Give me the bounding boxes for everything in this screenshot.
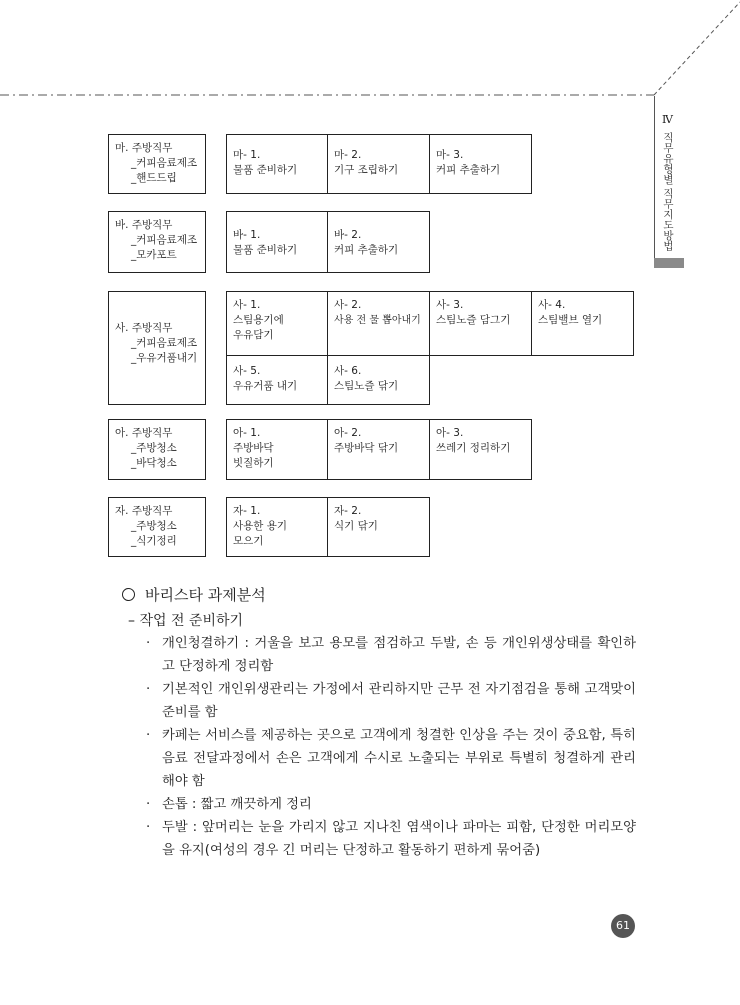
task-text: 스팀노즐 담그기 (436, 314, 511, 326)
task-text: 커피 추출하기 (334, 244, 399, 256)
task-text: 우유거품 내기 (233, 380, 298, 392)
task-code: 사- 3. (436, 299, 464, 311)
category-sub2: _우유거품내기 (131, 352, 198, 364)
section-heading-text: 바리스타 과제분석 (145, 586, 266, 604)
task-code: 바- 2. (334, 229, 362, 241)
bullet-text: 기본적인 개인위생관리는 가정에서 관리하지만 근무 전 자기점검을 통해 고객맞이 준비를 함 (162, 682, 636, 720)
task-text: 기구 조립하기 (334, 164, 399, 176)
side-tab-rule (654, 96, 655, 266)
task-box-sa-4 (531, 291, 634, 356)
task-code: 마- 1. (233, 149, 261, 161)
bullet-text: 개인청결하기 : 거울을 보고 용모를 점검하고 두발, 손 등 개인위생상태를 확인하고 단정하게 정리함 (162, 636, 636, 674)
bullet-text: 손톱 : 짧고 깨끗하게 정리 (162, 797, 312, 812)
category-sub2: _핸드드립 (131, 172, 177, 184)
task-text: 주방바닥 닦기 (334, 442, 399, 454)
task-code: 사- 1. (233, 299, 261, 311)
section-heading (122, 584, 266, 605)
task-box-sa-2 (327, 291, 430, 356)
task-text: 물품 준비하기 (233, 244, 298, 256)
task-code: 아- 3. (436, 427, 464, 439)
category-sub2: _모카포트 (131, 249, 177, 261)
task-box-ja-2 (327, 497, 430, 557)
category-sub1: _커피음료제조 (131, 234, 198, 246)
category-box-ma (108, 134, 206, 194)
subsection-heading: – 작업 전 준비하기 (128, 613, 244, 629)
task-code: 바- 1. (233, 229, 261, 241)
task-code: 아- 1. (233, 427, 261, 439)
category-sub1: _주방청소 (131, 442, 177, 454)
bullet-dot: · (146, 820, 151, 835)
chapter-number: Ⅳ (662, 113, 673, 126)
task-box-sa-1 (226, 291, 328, 356)
task-box-sa-3 (429, 291, 532, 356)
category-box-ja (108, 497, 206, 557)
task-code: 사- 2. (334, 299, 362, 311)
task-code: 사- 4. (538, 299, 566, 311)
task-code: 자- 1. (233, 505, 261, 517)
chapter-title: 직무유형별 직무지도방법 (662, 132, 674, 251)
category-box-sa (108, 291, 206, 405)
task-text: 스팀노즐 닦기 (334, 380, 399, 392)
task-text: 쓰레기 정리하기 (436, 442, 511, 454)
bullet-dot: · (146, 636, 151, 651)
task-code: 마- 3. (436, 149, 464, 161)
bullet-dot: · (146, 682, 151, 697)
task-text: 커피 추출하기 (436, 164, 501, 176)
task-text: 사용한 용기 (233, 520, 288, 532)
task-text: 스팀용기에 (233, 314, 284, 326)
side-tab-bar (654, 258, 684, 268)
task-text: 주방바닥 (233, 442, 274, 454)
task-text: 식기 닦기 (334, 520, 378, 532)
category-label: 아. 주방직무 (115, 427, 173, 439)
bullet-item (144, 816, 636, 862)
task-box-a-1 (226, 419, 328, 480)
category-label: 사. 주방직무 (115, 322, 173, 334)
task-text-line2: 우유담기 (233, 329, 274, 341)
bullet-dot: · (146, 728, 151, 743)
category-sub2: _식기정리 (131, 535, 177, 547)
task-text: 물품 준비하기 (233, 164, 298, 176)
task-box-a-2 (327, 419, 430, 480)
task-box-sa-6 (327, 355, 430, 405)
task-box-ma-2 (327, 134, 430, 194)
task-code: 사- 6. (334, 365, 362, 377)
category-sub2: _바닥청소 (131, 457, 177, 469)
task-code: 사- 5. (233, 365, 261, 377)
bullet-item (144, 793, 636, 816)
task-code: 아- 2. (334, 427, 362, 439)
task-box-ba-2 (327, 211, 430, 273)
bullet-item (144, 724, 636, 793)
task-code: 마- 2. (334, 149, 362, 161)
task-box-sa-5 (226, 355, 328, 405)
category-box-a (108, 419, 206, 480)
task-box-ba-1 (226, 211, 328, 273)
category-label: 자. 주방직무 (115, 505, 173, 517)
task-box-ma-3 (429, 134, 532, 194)
bullet-dot: · (146, 797, 151, 812)
task-text: 스팀밸브 열기 (538, 314, 603, 326)
bullet-list (144, 632, 636, 862)
circle-bullet-icon (122, 588, 135, 601)
task-code: 자- 2. (334, 505, 362, 517)
task-box-ma-1 (226, 134, 328, 194)
category-box-ba (108, 211, 206, 273)
page-number: 61 (611, 914, 635, 938)
category-sub1: _커피음료제조 (131, 337, 198, 349)
task-text-line2: 모으기 (233, 535, 264, 547)
bullet-text: 두발 : 앞머리는 눈을 가리지 않고 지나친 염색이나 파마는 피함, 단정한 머리모양을 유지(여성의 경우 긴 머리는 단정하고 활동하기 편하게 묶어줌) (162, 820, 636, 858)
task-text-line2: 빗질하기 (233, 457, 274, 469)
category-sub1: _커피음료제조 (131, 157, 198, 169)
category-label: 바. 주방직무 (115, 219, 173, 231)
bullet-item (144, 678, 636, 724)
bullet-item (144, 632, 636, 678)
task-box-a-3 (429, 419, 532, 480)
bullet-text: 카페는 서비스를 제공하는 곳으로 고객에게 청결한 인상을 주는 것이 중요함, 특히 음료 전달과정에서 손은 고객에게 수시로 노출되는 부위로 특별히 청결하게 관리해야 함 (162, 728, 636, 789)
task-box-ja-1 (226, 497, 328, 557)
task-text: 사용 전 물 뽑아내기 (334, 315, 421, 326)
category-label: 마. 주방직무 (115, 142, 173, 154)
category-sub1: _주방청소 (131, 520, 177, 532)
